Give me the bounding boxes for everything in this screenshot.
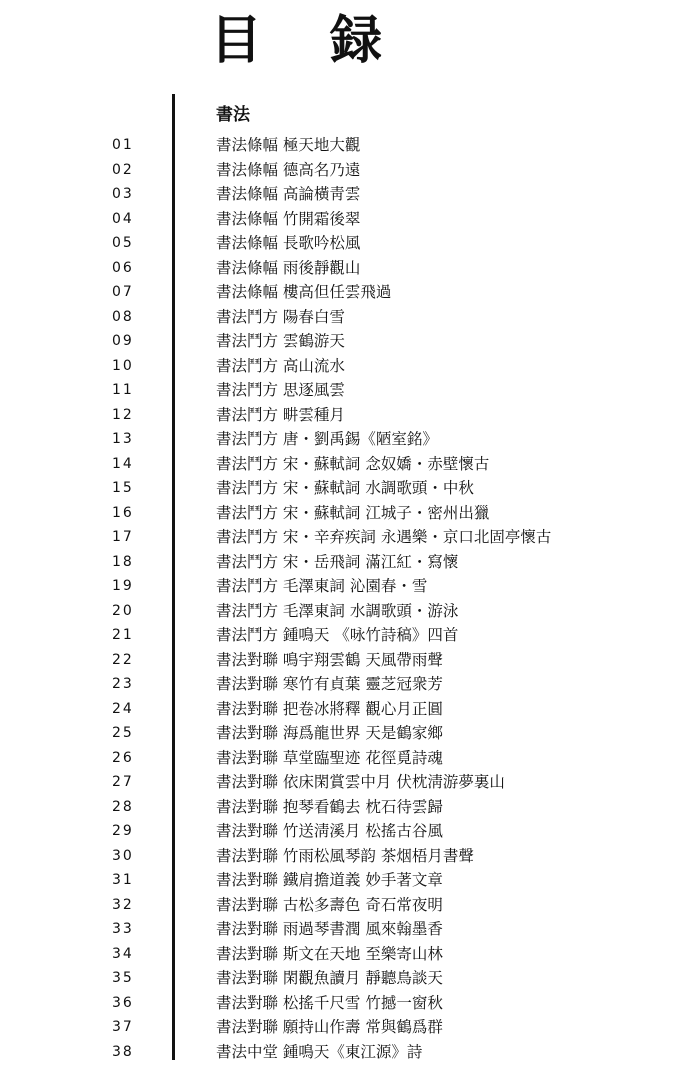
entry-number: 15: [112, 480, 134, 496]
entry-number: 11: [112, 382, 134, 398]
toc-entry: [0, 917, 674, 942]
table-of-contents: [0, 133, 674, 1064]
entry-number: 27: [112, 774, 134, 790]
toc-entry: [0, 697, 674, 722]
toc-entry: [0, 721, 674, 746]
toc-entry: [0, 354, 674, 379]
entry-title: 書法條幅 高論橫靑雲: [216, 185, 361, 203]
entry-title: 書法對聯 把卷冰將釋 觀心月正圓: [216, 699, 443, 718]
toc-entry: [0, 501, 674, 526]
entry-number: 31: [112, 872, 134, 888]
toc-entry: [0, 868, 674, 893]
entry-title: 書法鬥方 高山流水: [216, 356, 345, 375]
entry-title: 書法對聯 海爲龍世界 天是鶴家鄉: [216, 724, 443, 742]
toc-entry: [0, 525, 674, 550]
entry-title: 書法鬥方 宋・岳飛詞 滿江紅・寫懷: [216, 552, 459, 571]
entry-number: 14: [112, 455, 134, 472]
toc-entry: [0, 158, 674, 183]
toc-entry: [0, 844, 674, 869]
toc-entry: [0, 256, 674, 281]
entry-number: 06: [112, 259, 134, 276]
toc-entry: [0, 133, 674, 158]
toc-entry: [0, 231, 674, 256]
entry-number: 34: [112, 945, 134, 962]
toc-entry: [0, 991, 674, 1016]
entry-number: 30: [112, 847, 134, 864]
entry-number: 04: [112, 210, 134, 227]
toc-entry: [0, 182, 674, 207]
entry-title: 書法對聯 抱琴看鶴去 枕石待雲歸: [216, 797, 443, 816]
toc-entry: [0, 305, 674, 330]
entry-number: 25: [112, 725, 134, 741]
title-char-2: 録: [330, 11, 383, 71]
entry-number: 03: [112, 186, 134, 202]
entry-title: 書法鬥方 雲鶴游天: [216, 332, 345, 350]
entry-number: 07: [112, 284, 134, 300]
entry-title: 書法對聯 雨過琴書潤 風來翰墨香: [216, 920, 443, 938]
toc-entry: [0, 1040, 674, 1065]
toc-entry: [0, 770, 674, 795]
entry-number: 35: [112, 970, 134, 986]
entry-title: 書法對聯 竹雨松風琴韵 茶烟梧月書聲: [216, 846, 474, 865]
entry-title: 書法鬥方 宋・蘇軾詞 水調歌頭・中秋: [216, 479, 474, 497]
entry-title: 書法條幅 雨後靜觀山: [216, 258, 361, 277]
entry-number: 16: [112, 504, 134, 521]
entry-number: 05: [112, 235, 134, 251]
entry-number: 21: [112, 627, 134, 643]
entry-title: 書法鬥方 唐・劉禹錫《陋室銘》: [216, 430, 438, 448]
entry-number: 22: [112, 651, 134, 668]
entry-number: 13: [112, 431, 134, 447]
entry-title: 書法對聯 寒竹有貞葉 靈芝冠衆芳: [216, 675, 443, 693]
entry-number: 37: [112, 1019, 134, 1035]
entry-title: 書法對聯 古松多壽色 奇石常夜明: [216, 895, 443, 914]
entry-number: 24: [112, 700, 134, 717]
entry-title: 書法對聯 斯文在天地 至樂寄山林: [216, 944, 443, 963]
entry-title: 書法條幅 長歌吟松風: [216, 234, 361, 252]
toc-entry: [0, 378, 674, 403]
toc-entry: [0, 476, 674, 501]
entry-number: 19: [112, 578, 134, 594]
entry-title: 書法對聯 閑觀魚讀月 靜聽鳥談天: [216, 969, 443, 987]
toc-entry: [0, 942, 674, 967]
entry-title: 書法對聯 竹送淸溪月 松搖古谷風: [216, 822, 443, 840]
toc-entry: [0, 819, 674, 844]
entry-number: 20: [112, 602, 134, 619]
entry-number: 29: [112, 823, 134, 839]
toc-entry: [0, 746, 674, 771]
entry-title: 書法鬥方 宋・蘇軾詞 念奴嬌・赤壁懷古: [216, 454, 490, 473]
toc-entry: [0, 427, 674, 452]
entry-number: 38: [112, 1043, 134, 1060]
toc-entry: [0, 329, 674, 354]
entry-number: 12: [112, 406, 134, 423]
entry-title: 書法條幅 極天地大觀: [216, 136, 361, 154]
entry-title: 書法條幅 德高名乃遠: [216, 160, 361, 179]
entry-number: 33: [112, 921, 134, 937]
entry-title: 書法對聯 依床閑賞雲中月 伏枕淸游夢裏山: [216, 773, 505, 791]
toc-entry: [0, 207, 674, 232]
entry-number: 32: [112, 896, 134, 913]
toc-entry: [0, 550, 674, 575]
toc-entry: [0, 1015, 674, 1040]
entry-title: 書法鬥方 思逐風雲: [216, 381, 345, 399]
entry-title: 書法對聯 鐵肩擔道義 妙手著文章: [216, 871, 443, 889]
toc-entry: [0, 893, 674, 918]
entry-title: 書法對聯 願持山作壽 常與鶴爲群: [216, 1018, 443, 1036]
entry-number: 18: [112, 553, 134, 570]
entry-title: 書法中堂 鍾鳴天《東江源》詩: [216, 1042, 423, 1061]
entry-number: 09: [112, 333, 134, 349]
entry-number: 10: [112, 357, 134, 374]
entry-number: 28: [112, 798, 134, 815]
entry-number: 02: [112, 161, 134, 178]
entry-title: 書法對聯 鳴宇翔雲鶴 天風帶雨聲: [216, 650, 443, 669]
toc-entry: [0, 574, 674, 599]
entry-title: 書法鬥方 鍾鳴天 《咏竹詩稿》四首: [216, 626, 459, 644]
entry-title: 書法條幅 竹開霜後翠: [216, 209, 361, 228]
entry-number: 36: [112, 994, 134, 1011]
toc-entry: [0, 648, 674, 673]
entry-title: 書法鬥方 宋・蘇軾詞 江城子・密州出獵: [216, 503, 490, 522]
toc-entry: [0, 599, 674, 624]
title-char-1: 目: [210, 11, 263, 71]
entry-title: 書法對聯 松搖千尺雪 竹撼一窗秋: [216, 993, 443, 1012]
entry-number: 26: [112, 749, 134, 766]
toc-entry: [0, 452, 674, 477]
entry-title: 書法條幅 樓高但任雲飛過: [216, 283, 392, 301]
section-heading: 書法: [216, 105, 250, 125]
entry-number: 08: [112, 308, 134, 325]
toc-entry: [0, 403, 674, 428]
entry-number: 23: [112, 676, 134, 692]
entry-title: 書法鬥方 毛澤東詞 沁園春・雪: [216, 577, 428, 595]
entry-number: 01: [112, 137, 134, 153]
toc-entry: [0, 966, 674, 991]
toc-entry: [0, 795, 674, 820]
entry-title: 書法鬥方 畊雲種月: [216, 405, 345, 424]
entry-title: 書法鬥方 陽春白雪: [216, 307, 345, 326]
entry-title: 書法鬥方 宋・辛弃疾詞 永遇樂・京口北固亭懷古: [216, 528, 552, 546]
toc-entry: [0, 280, 674, 305]
entry-title: 書法對聯 草堂臨聖迹 花徑覓詩魂: [216, 748, 443, 767]
toc-entry: [0, 623, 674, 648]
entry-number: 17: [112, 529, 134, 545]
entry-title: 書法鬥方 毛澤東詞 水調歌頭・游泳: [216, 601, 459, 620]
toc-entry: [0, 672, 674, 697]
